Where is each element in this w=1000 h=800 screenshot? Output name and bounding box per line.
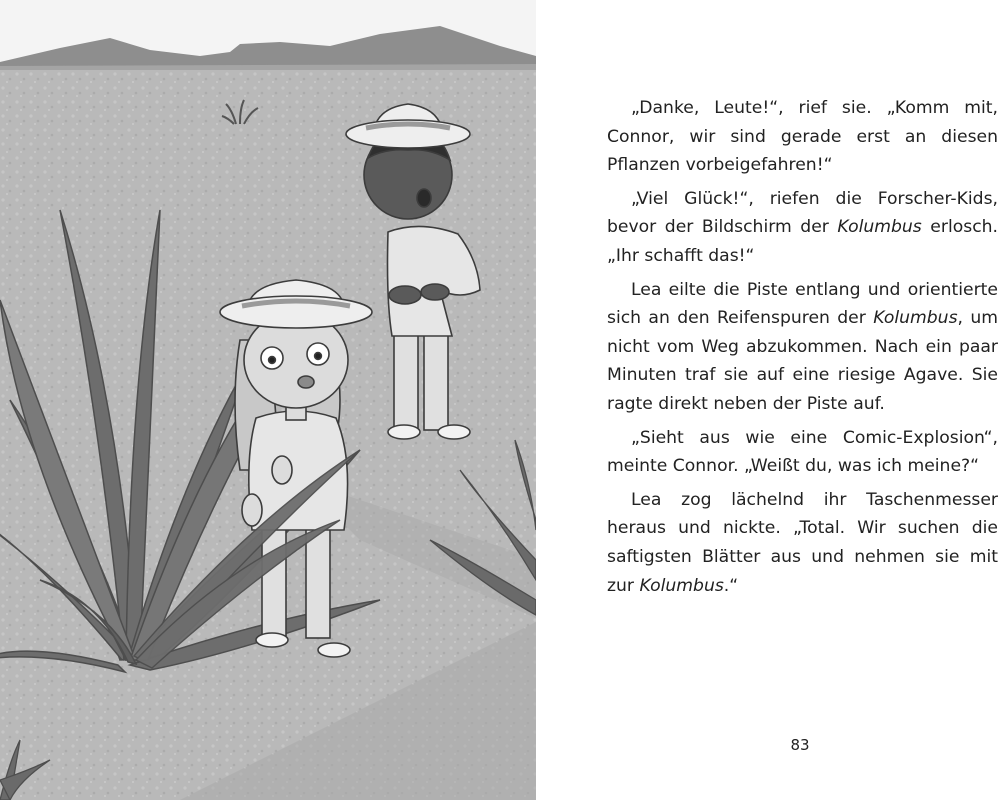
page-number: 83: [790, 736, 810, 754]
text-run: „Danke, Leute!“, rief sie. „Komm mit, Connor, wir sind gerade erst an diesen Pflanzen vorbeigefahren!“: [607, 98, 998, 176]
paragraph: [607, 424, 998, 481]
text-run: erlosch. „Ihr schafft das!“: [607, 217, 998, 266]
paragraph: [607, 486, 998, 600]
text-run: , um nicht vom Weg abzukommen. Nach ein paar Minuten traf sie auf eine riesige Agave. Sie ragte direkt neben der Piste auf.: [607, 308, 998, 414]
text-run: Lea eilte die Piste entlang und orientierte sich an den Reifenspuren der: [607, 279, 998, 329]
text-run: .“: [723, 575, 739, 596]
paragraph: [607, 276, 998, 419]
text-run: „Sieht aus wie eine Comic-Explosion“, meinte Connor. „Weißt du, was ich meine?“: [607, 427, 998, 477]
text-run: „Viel Glück!“, riefen die Forscher-Kids, bevor der Bildschirm der: [607, 188, 998, 238]
text-run: Lea zog lächelnd ihr Taschenmesser heraus und nickte. „Total. Wir suchen die saftigsten Blätter aus und nehmen sie mit zur: [607, 489, 998, 596]
paragraph: [607, 185, 998, 271]
italic-text: Kolumbus: [873, 308, 958, 329]
italic-text: Kolumbus: [837, 217, 922, 238]
paragraph: [607, 94, 998, 180]
story-text: [607, 94, 998, 600]
italic-text: Kolumbus: [639, 575, 724, 596]
